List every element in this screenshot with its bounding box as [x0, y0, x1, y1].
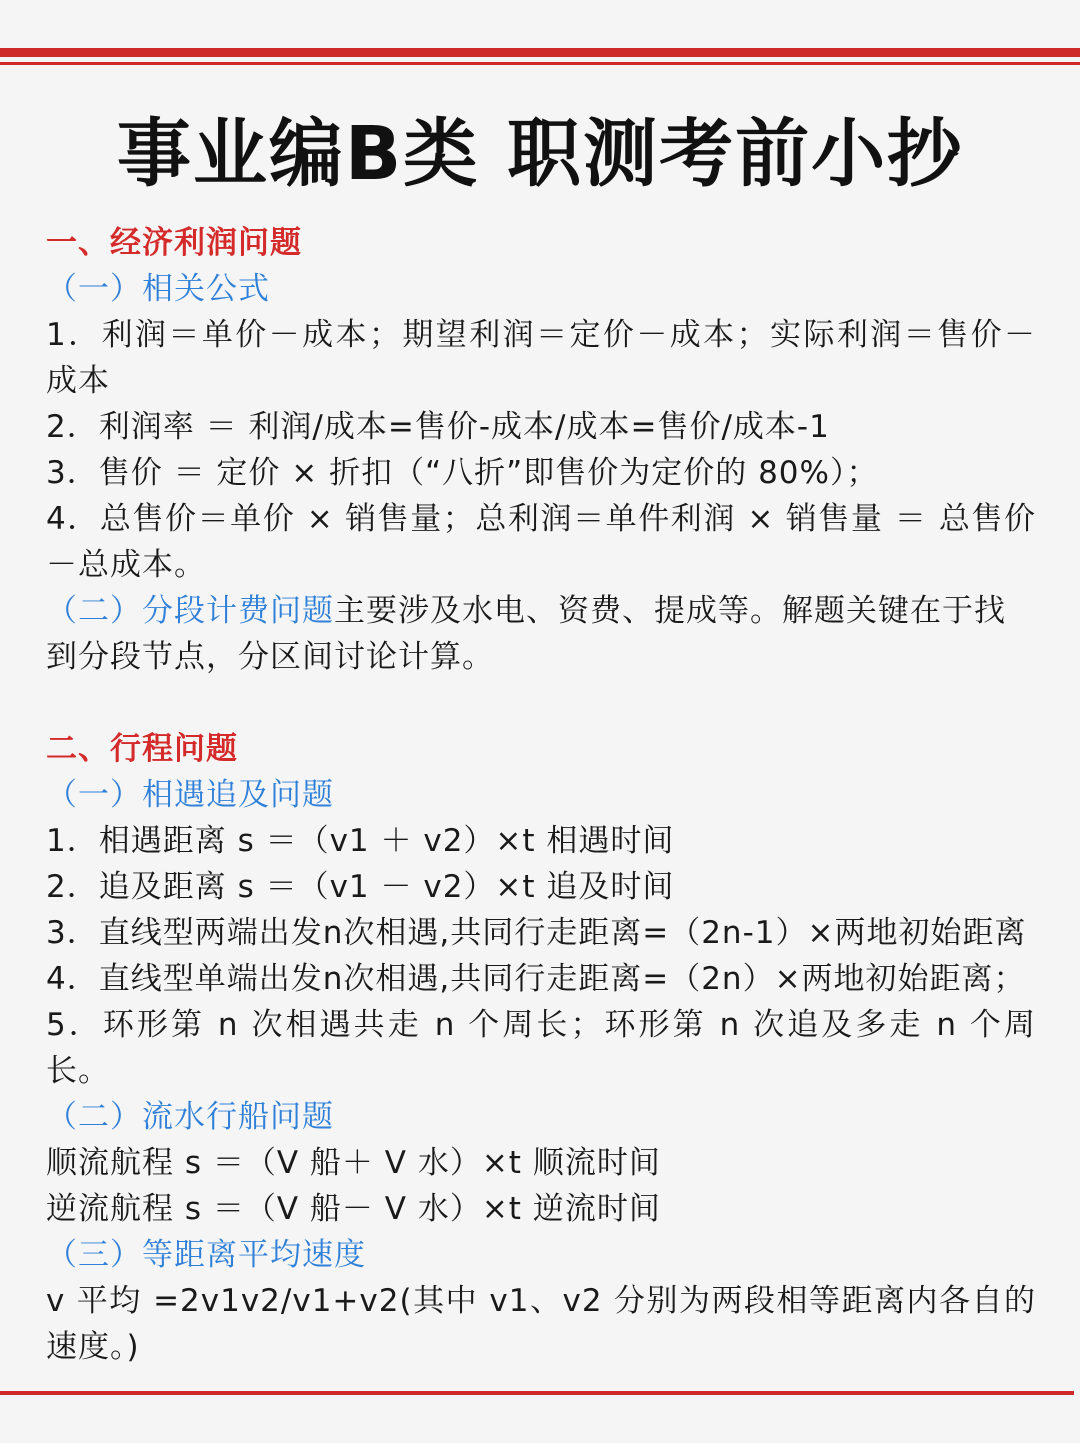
segment-billing-paragraph — [46, 588, 1036, 634]
formula-line: 3．直线型两端出发n次相遇,共同行走距离=（2n-1）×两地初始距离 — [46, 915, 1027, 951]
formula-line: 逆流航程 s ＝（V 船－ V 水）×t 逆流时间 — [46, 1191, 661, 1227]
segment-billing-text: 主要涉及水电、资费、提成等。解题关键在于找 — [334, 593, 1006, 629]
formula-line: 4．总售价＝单价 × 销售量；总利润＝单件利润 × 销售量 ＝ 总售价 — [46, 501, 1036, 537]
section-heading-economics: 一、经济利润问题 — [46, 225, 302, 261]
subheading-formulas: （一）相关公式 — [46, 271, 270, 307]
formula-line: 成本 — [46, 363, 110, 399]
subheading-boat-current: （二）流水行船问题 — [46, 1099, 334, 1135]
top-rule-thin — [0, 62, 1080, 65]
page-title: 事业编B类 职测考前小抄 — [116, 111, 964, 197]
formula-line: 4．直线型单端出发n次相遇,共同行走距离=（2n）×两地初始距离； — [46, 961, 1026, 997]
formula-line: 速度。) — [46, 1329, 140, 1365]
top-decorative-rule — [0, 48, 1080, 68]
section-heading-travel: 二、行程问题 — [46, 731, 238, 767]
subheading-segment-billing: （二）分段计费问题 — [46, 593, 334, 629]
bottom-decorative-rule — [0, 1391, 1074, 1395]
formula-line: 5．环形第 n 次相遇共走 n 个周长；环形第 n 次追及多走 n 个周 — [46, 1007, 1036, 1043]
subheading-average-speed: （三）等距离平均速度 — [46, 1237, 366, 1273]
formula-line: v 平均 =2v1v2/v1+v2(其中 v1、v2 分别为两段相等距离内各自的 — [46, 1283, 1036, 1319]
formula-line: －总成本。 — [46, 547, 206, 583]
formula-line: 3．售价 ＝ 定价 × 折扣（“八折”即售价为定价的 80%）； — [46, 455, 879, 491]
formula-line: 1．利润＝单价－成本；期望利润＝定价－成本；实际利润＝售价－ — [46, 317, 1036, 353]
subheading-meet-chase: （一）相遇追及问题 — [46, 777, 334, 813]
formula-line: 顺流航程 s ＝（V 船＋ V 水）×t 顺流时间 — [46, 1145, 661, 1181]
formula-line: 2．利润率 ＝ 利润/成本=售价-成本/成本=售价/成本-1 — [46, 409, 830, 445]
section-gap — [46, 680, 1036, 726]
main-content — [46, 220, 1036, 1370]
top-rule-thick — [0, 48, 1080, 57]
segment-billing-text-cont: 到分段节点，分区间讨论计算。 — [46, 639, 494, 675]
formula-line: 长。 — [46, 1053, 110, 1089]
formula-line: 2．追及距离 s ＝（v1 － v2）×t 追及时间 — [46, 869, 675, 905]
formula-line: 1．相遇距离 s ＝（v1 ＋ v2）×t 相遇时间 — [46, 823, 675, 859]
